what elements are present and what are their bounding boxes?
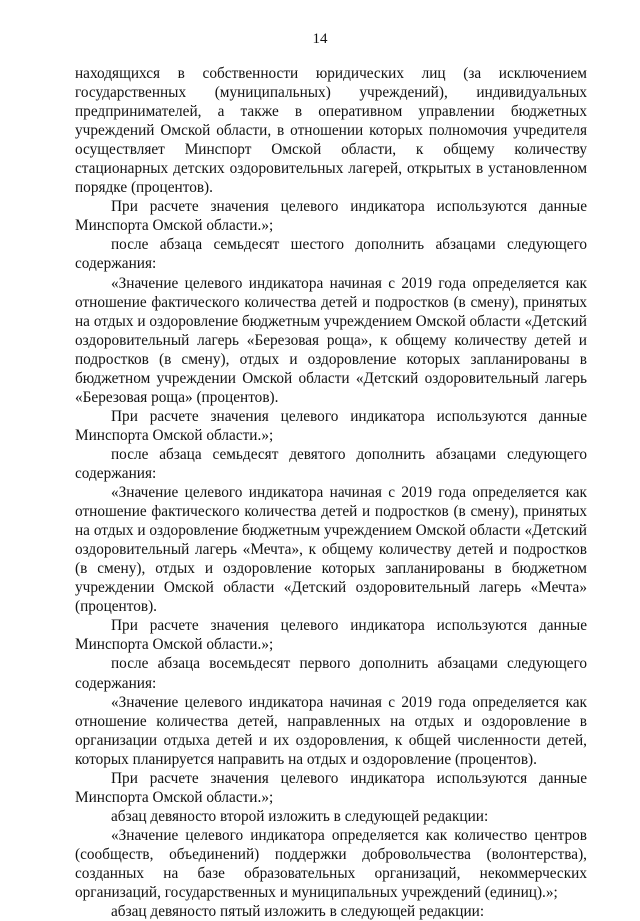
paragraph-13: «Значение целевого индикатора определяется как количество центров (сообществ, объединений) поддержки добровольчества (волонтерства), созданных на базе образовательных организаций, некоммерческих организаций, государственных и муниципальных учреждений (единиц).»;	[75, 826, 587, 902]
paragraph-11: При расчете значения целевого индикатора используются данные Минспорта Омской области.»;	[75, 769, 587, 806]
paragraph-5: При расчете значения целевого индикатора используются данные Минспорта Омской области.»;	[75, 407, 587, 444]
document-body	[75, 64, 587, 921]
paragraph-3: после абзаца семьдесят шестого дополнить абзацами следующего содержания:	[75, 236, 587, 273]
paragraph-14: абзац девяносто пятый изложить в следующей редакции:	[111, 903, 485, 921]
paragraph-12: абзац девяносто второй изложить в следующей редакции:	[111, 807, 489, 825]
paragraph-9: после абзаца восемьдесят первого дополнить абзацами следующего содержания:	[75, 655, 587, 692]
paragraph-4: «Значение целевого индикатора начиная с 2019 года определяется как отношение фактического количества детей и подростков (в смену), принятых на отдых и оздоровление бюджетным учреждением Омской области «Детский оздоровительный лагерь «Березовая роща», к общему количеству детей и подростков (в смену), отдых и оздоровление которых запланированы в бюджетном учреждении Омской области «Детский оздоровительный лагерь «Березовая роща» (процентов).	[75, 274, 587, 406]
paragraph-2: При расчете значения целевого индикатора используются данные Минспорта Омской области.»;	[75, 198, 587, 235]
paragraph-7: «Значение целевого индикатора начиная с 2019 года определяется как отношение фактического количества детей и подростков (в смену), принятых на отдых и оздоровление бюджетным учреждением Омской области «Детский оздоровительный лагерь «Мечта», к общему количеству детей и подростков (в смену), отдых и оздоровление которых запланированы в бюджетном учреждении Омской области «Детский оздоровительный лагерь «Мечта» (процентов).	[75, 484, 587, 616]
page-number: 14	[312, 31, 328, 47]
paragraph-10: «Значение целевого индикатора начиная с 2019 года определяется как отношение количества детей, направленных на отдых и оздоровление в организации отдыха детей и их оздоровления, к общей численности детей, которых планируется направить на отдых и оздоровление (процентов).	[75, 693, 587, 768]
paragraph-1: находящихся в собственности юридических лиц (за исключением государственных (муниципальных) учреждений), индивидуальных предпринимателей, а также в оперативном управлении бюджетных учреждений Омской области, в отношении которых полномочия учредителя осуществляет Минспорт Омской области, к общему количеству стационарных детских оздоровительных лагерей, открытых в установленном порядке (процентов).	[75, 65, 587, 197]
paragraph-8: При расчете значения целевого индикатора используются данные Минспорта Омской области.»;	[75, 617, 587, 654]
paragraph-6: после абзаца семьдесят девятого дополнить абзацами следующего содержания:	[75, 445, 587, 482]
